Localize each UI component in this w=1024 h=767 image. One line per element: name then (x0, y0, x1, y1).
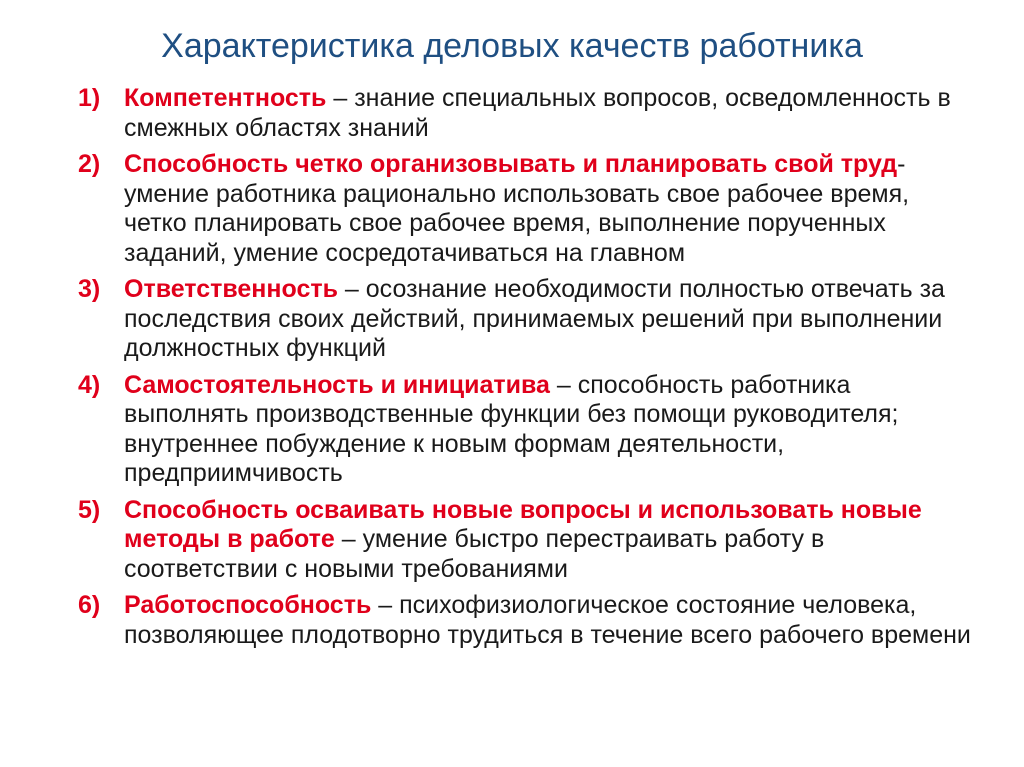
list-item (78, 275, 978, 364)
item-number: 4) (78, 370, 101, 399)
item-description: осознание необходимости полностью отвечать за последствия своих действий, принимаемых решений при выполнении должностных функций (124, 275, 945, 362)
item-term: Работоспособность (124, 591, 372, 619)
list-item (78, 496, 978, 585)
item-separator: – (334, 525, 363, 553)
item-term: Самостоятельность и инициатива (124, 370, 550, 399)
item-description: умение работника рационально использовать свое рабочее время, четко планировать свое рабочее время, выполнение порученных заданий, умение сосредотачиваться на главном (124, 179, 910, 267)
list-item (78, 150, 978, 268)
item-description: умение быстро перестраивать работу в соответствии с новыми требованиями (124, 525, 825, 583)
qualities-list (78, 84, 978, 657)
item-number: 2) (78, 150, 101, 178)
item-description: психофизиологическое состояние человека, позволяющее плодотворно трудиться в течение всего рабочего времени (124, 591, 971, 649)
item-description: способность работника выполнять производственные функции без помощи руководителя; внутреннее побуждение к новым формам деятельности, предприимчивость (124, 370, 899, 487)
item-number: 1) (78, 84, 101, 112)
item-separator: – (326, 84, 355, 112)
item-term: Способность осваивать новые вопросы и использовать новые методы в работе (124, 495, 922, 553)
list-item (78, 84, 978, 143)
item-separator: – (337, 275, 366, 303)
list-item (78, 371, 978, 489)
item-number: 6) (78, 591, 101, 619)
item-number: 3) (78, 275, 101, 303)
item-separator: - (897, 150, 906, 178)
item-term: Способность четко организовывать и планировать свой труд (124, 150, 898, 178)
item-separator: – (371, 591, 400, 619)
slide-title: Характеристика деловых качеств работника (161, 27, 863, 65)
item-description: знание специальных вопросов, осведомленность в смежных областях знаний (124, 84, 951, 142)
list-item (78, 591, 978, 650)
item-number: 5) (78, 495, 101, 524)
item-term: Компетентность (124, 84, 327, 112)
item-separator: – (549, 370, 578, 399)
item-term: Ответственность (124, 275, 338, 303)
